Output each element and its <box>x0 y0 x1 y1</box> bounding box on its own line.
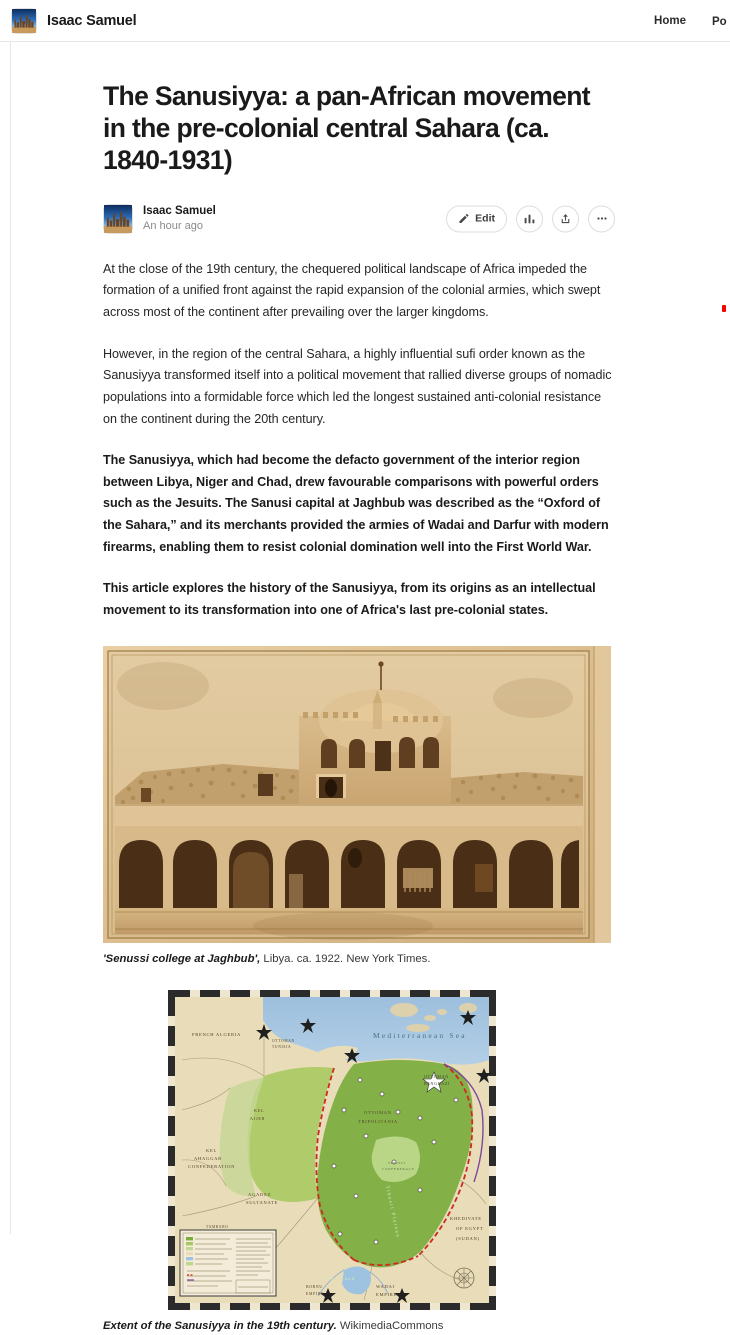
byline <box>103 199 615 239</box>
svg-text:CONFEDERACY: CONFEDERACY <box>382 1166 415 1171</box>
svg-text:TUNISIA: TUNISIA <box>272 1044 292 1049</box>
nav-item-home[interactable]: Home <box>654 14 686 27</box>
caption-emphasis: Extent of the Sanusiyya in the 19th century. <box>103 1319 337 1332</box>
edit-button[interactable] <box>446 205 507 232</box>
nav-item-podcast[interactable]: Po <box>712 15 727 28</box>
caption-rest: Libya. ca. 1922. New York Times. <box>260 952 431 965</box>
svg-text:(SUDAN): (SUDAN) <box>456 1235 480 1241</box>
nav-item-clipped-wrap <box>712 12 730 30</box>
svg-text:CONFEDERATION: CONFEDERATION <box>188 1163 236 1169</box>
article <box>0 80 730 1335</box>
share-button[interactable] <box>552 205 579 232</box>
svg-text:BENGHAZI: BENGHAZI <box>424 1080 451 1086</box>
svg-text:FRENCH ALGERIA: FRENCH ALGERIA <box>192 1031 241 1037</box>
svg-text:OTTOMAN: OTTOMAN <box>424 1073 449 1079</box>
ellipsis-icon <box>595 212 609 226</box>
text-cursor-marker <box>722 305 726 312</box>
svg-text:Tibesti Plateau: Tibesti Plateau <box>384 1185 401 1239</box>
svg-text:AHAGGAR: AHAGGAR <box>194 1155 222 1161</box>
author-avatar-icon[interactable] <box>103 204 133 234</box>
site-nav <box>654 0 730 41</box>
svg-text:Lake Tchad: Lake Tchad <box>320 1275 356 1281</box>
share-icon <box>559 212 572 225</box>
svg-text:EMPIRE: EMPIRE <box>306 1291 325 1296</box>
svg-text:EMPIRE: EMPIRE <box>376 1291 398 1297</box>
svg-text:Mediterranean Sea: Mediterranean Sea <box>373 1030 467 1040</box>
byline-text <box>143 205 216 233</box>
svg-text:TAMBARO: TAMBARO <box>206 1224 229 1229</box>
svg-text:WADAI: WADAI <box>376 1283 395 1289</box>
body-paragraph: However, in the region of the central Sahara, a highly influential sufi order known as the Sanusiyya transformed itself into a political movement that rallied diverse groups of nomadic populations into a formidable force which led the longest sustained anti-colonial resistance on the continent during the 20th century. <box>103 346 612 426</box>
figure-sanusiyya-map <box>103 990 615 1335</box>
svg-text:KEL: KEL <box>206 1147 218 1153</box>
body-paragraph: The Sanusiyya, which had become the defacto government of the interior region between Libya, Niger and Chad, drew favourable comparisons with powerful orders such as the Jesuits. The Sanusi capital at Jaghbub was described as the “Oxford of the Sahara,” and its merchants provided the armies of Wadai and Darfur with modern firearms, enabling them to resist colonial domination well into the First World War. <box>103 453 609 554</box>
more-options-button[interactable] <box>588 205 615 232</box>
byline-timestamp: An hour ago <box>143 219 203 232</box>
caption-emphasis: 'Senussi college at Jaghbub', <box>103 952 261 965</box>
figure-senussi-college <box>103 646 615 968</box>
body-paragraph: This article explores the history of the Sanusiyya, from its origins as an intellectual movement to its transformation into one of Africa's last pre-colonial states. <box>103 581 596 618</box>
compass-rose-icon <box>454 1268 474 1288</box>
svg-text:AGADEZ: AGADEZ <box>248 1191 272 1197</box>
svg-text:OTTOMAN: OTTOMAN <box>364 1109 392 1115</box>
svg-text:TRIPOLITANIA: TRIPOLITANIA <box>358 1118 398 1124</box>
byline-author[interactable]: Isaac Samuel <box>143 204 216 217</box>
post-actions <box>446 205 615 232</box>
stats-button[interactable] <box>516 205 543 232</box>
page-title: The Sanusiyya: a pan-African movement in the pre-colonial central Sahara (ca. 1840-1931) <box>103 81 590 176</box>
figure-caption <box>103 951 615 968</box>
svg-text:KEL: KEL <box>254 1107 265 1113</box>
page-left-rule <box>10 0 11 1234</box>
svg-text:OF EGYPT: OF EGYPT <box>456 1225 484 1231</box>
body-paragraph: At the close of the 19th century, the chequered political landscape of Africa impeded the formation of a unified front against the rapid expansion of the colonial armies, which swept across most of the continent after prevailing over the larger kingdoms. <box>103 261 601 319</box>
publication-logo-icon <box>11 8 37 34</box>
bar-chart-icon <box>523 212 536 225</box>
svg-text:BORNU: BORNU <box>306 1284 323 1289</box>
pencil-icon <box>458 213 470 225</box>
site-header <box>0 0 730 42</box>
senussi-college-photograph[interactable] <box>103 646 611 943</box>
brand-link[interactable] <box>11 0 137 41</box>
map-legend <box>180 1230 276 1296</box>
figure-caption <box>103 1318 615 1335</box>
sanusiyya-extent-map[interactable] <box>168 990 496 1310</box>
svg-text:SULTANATE: SULTANATE <box>246 1199 279 1205</box>
svg-text:KHEDIVATE: KHEDIVATE <box>450 1215 482 1221</box>
svg-text:TIBESTI: TIBESTI <box>388 1160 406 1165</box>
brand-name: Isaac Samuel <box>47 12 137 29</box>
svg-text:OTTOMAN: OTTOMAN <box>272 1038 295 1043</box>
svg-text:AJJER: AJJER <box>250 1115 266 1121</box>
caption-rest: WikimediaCommons <box>336 1319 444 1332</box>
edit-button-label: Edit <box>475 212 495 225</box>
